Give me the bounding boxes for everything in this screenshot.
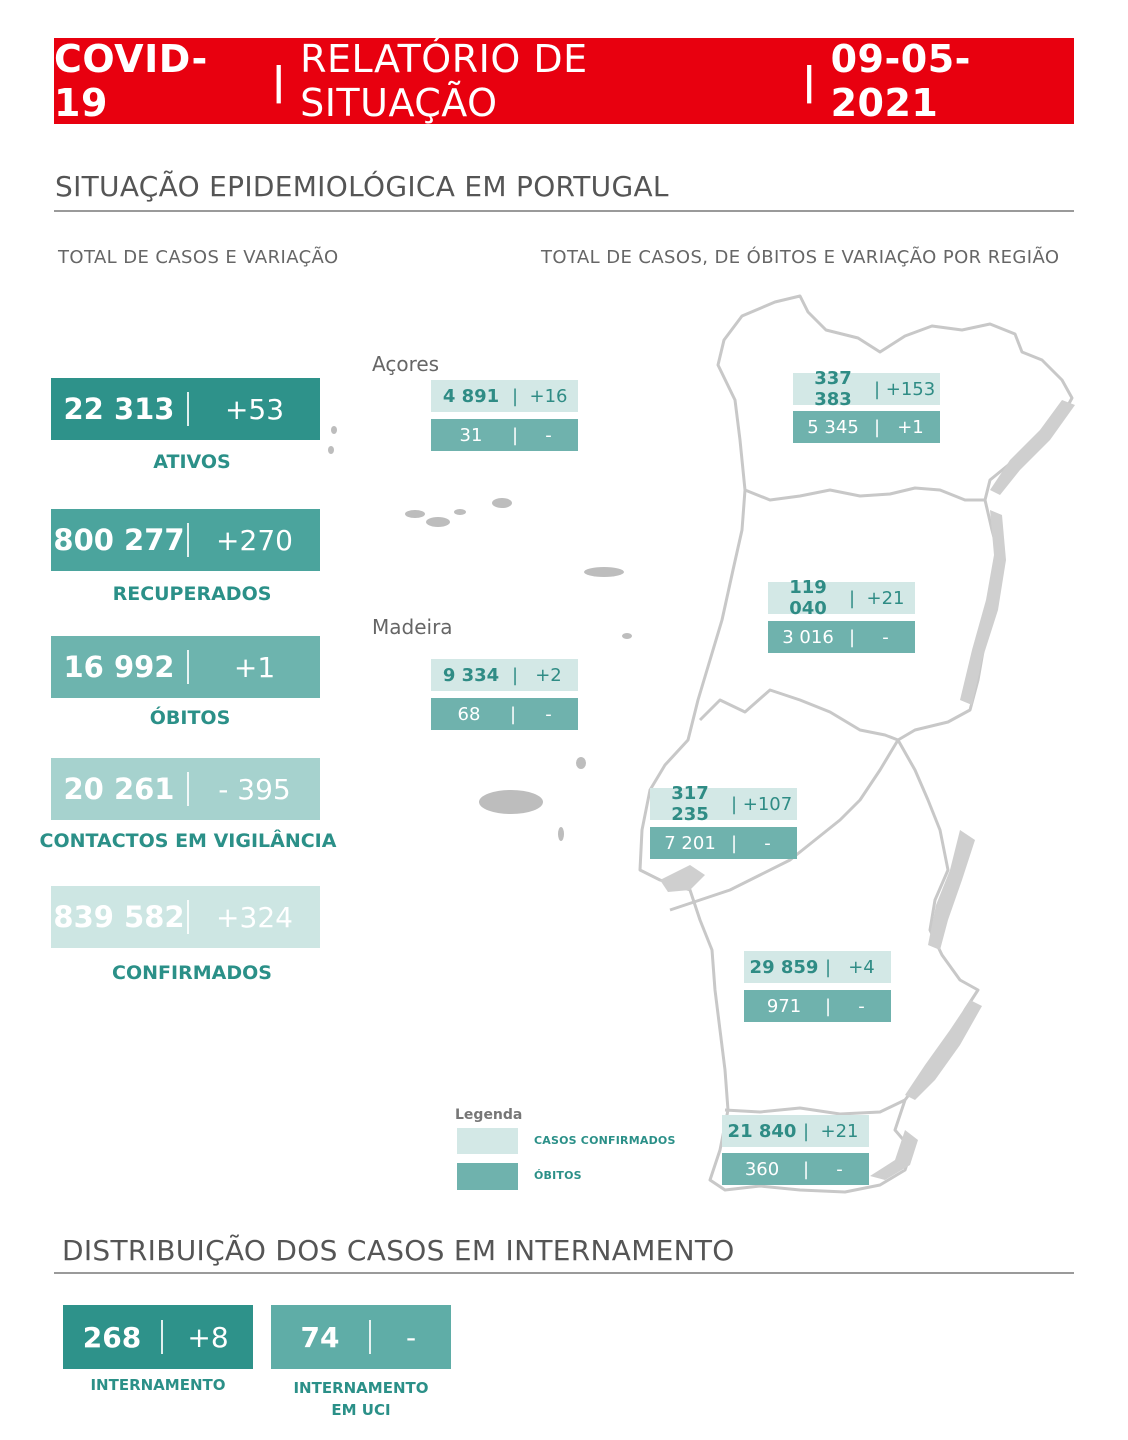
cases-separator: | xyxy=(824,956,832,978)
island-acores-2 xyxy=(328,446,334,454)
boundary-norte-centro xyxy=(745,488,985,500)
border-shade-north xyxy=(990,400,1075,495)
deaths-delta: - xyxy=(836,1158,843,1180)
hospital-delta: +8 xyxy=(187,1320,229,1354)
deaths-value: 68 xyxy=(457,703,481,725)
island-acores-5 xyxy=(454,509,466,515)
stat-delta: +53 xyxy=(224,392,285,426)
stat-value: 16 992 xyxy=(63,650,175,684)
header-title: COVID-19 xyxy=(54,37,208,125)
deaths-separator: | xyxy=(848,626,856,648)
deaths-separator: | xyxy=(509,703,517,725)
hospital-value: 268 xyxy=(82,1320,142,1354)
subtitle-by-region: TOTAL DE CASOS, DE ÓBITOS E VARIAÇÃO POR REGIÃO xyxy=(541,247,1060,268)
legend-title: Legenda xyxy=(455,1107,523,1123)
header-report-name: RELATÓRIO DE SITUAÇÃO xyxy=(300,37,588,125)
island-acores-8 xyxy=(622,633,632,639)
cases-value: 4 891 xyxy=(442,385,500,407)
header-separator-2: | xyxy=(802,59,817,103)
border-shade-algarve xyxy=(870,1130,918,1180)
region-algarve-cases xyxy=(722,1115,869,1147)
hospital-box-uci xyxy=(271,1305,451,1369)
deaths-delta: +1 xyxy=(897,416,924,438)
stat-label-confirmados: CONFIRMADOS xyxy=(112,962,272,984)
deaths-separator: | xyxy=(511,424,519,446)
region-lvt-cases xyxy=(650,783,797,825)
section-divider-hospital xyxy=(54,1272,1074,1274)
region-algarve-deaths xyxy=(722,1153,869,1185)
island-acores-4 xyxy=(426,517,450,527)
cases-separator: | xyxy=(511,385,519,407)
region-madeira-cases xyxy=(431,659,578,691)
cases-value: 21 840 xyxy=(727,1120,797,1142)
stat-value: 20 261 xyxy=(63,772,175,806)
cases-delta: +21 xyxy=(866,587,905,609)
label-acores: Açores xyxy=(372,352,440,376)
stat-value: 800 277 xyxy=(53,523,185,557)
island-madeira-3 xyxy=(558,827,564,841)
region-centro-deaths xyxy=(768,621,915,653)
cases-delta: +16 xyxy=(529,385,568,407)
stat-value: 839 582 xyxy=(53,900,185,934)
section-title-hospital: DISTRIBUIÇÃO DOS CASOS EM INTERNAMENTO xyxy=(62,1234,735,1267)
stat-label-ativos: ATIVOS xyxy=(153,451,231,473)
deaths-value: 971 xyxy=(766,995,802,1017)
hospital-delta: - xyxy=(405,1320,417,1354)
deaths-value: 5 345 xyxy=(807,416,859,438)
deaths-separator: | xyxy=(802,1158,810,1180)
hospital-divider xyxy=(369,1320,371,1354)
boundary-lvt-alentejo xyxy=(670,740,898,910)
deaths-value: 3 016 xyxy=(782,626,834,648)
cases-delta: +21 xyxy=(820,1120,859,1142)
island-madeira-1 xyxy=(479,790,543,814)
hospital-label-line1: INTERNAMENTO xyxy=(90,1376,226,1394)
stat-delta: - 395 xyxy=(218,772,291,806)
legend-label-deaths: ÓBITOS xyxy=(534,1169,582,1182)
island-acores-1 xyxy=(331,426,337,434)
cases-delta: +4 xyxy=(848,956,875,978)
label-madeira: Madeira xyxy=(372,615,453,639)
deaths-separator: | xyxy=(824,995,832,1017)
hospital-divider xyxy=(161,1320,163,1354)
cases-separator: | xyxy=(873,378,881,400)
cases-separator: | xyxy=(511,664,519,686)
region-lvt-deaths xyxy=(650,827,797,859)
deaths-delta: - xyxy=(764,832,771,854)
cases-value: 29 859 xyxy=(749,956,819,978)
cases-separator: | xyxy=(802,1120,810,1142)
deaths-value: 360 xyxy=(744,1158,780,1180)
region-alentejo-deaths xyxy=(744,990,891,1022)
region-madeira-deaths xyxy=(431,698,578,730)
hospital-label-line1: INTERNAMENTO xyxy=(293,1379,429,1397)
legend-label-cases: CASOS CONFIRMADOS xyxy=(534,1134,676,1147)
cases-value: 9 334 xyxy=(442,664,500,686)
island-madeira-2 xyxy=(576,757,586,769)
estuary-shade xyxy=(660,865,705,892)
cases-separator: | xyxy=(848,587,856,609)
island-acores-7 xyxy=(584,567,624,577)
deaths-separator: | xyxy=(730,832,738,854)
deaths-separator: | xyxy=(873,416,881,438)
cases-separator: | xyxy=(730,793,738,815)
cases-value: 119 040 xyxy=(789,577,827,619)
cases-delta: +153 xyxy=(885,378,936,400)
region-acores-cases xyxy=(431,380,578,412)
region-norte-cases xyxy=(793,368,940,410)
deaths-delta: - xyxy=(882,626,889,648)
deaths-value: 7 201 xyxy=(664,832,716,854)
region-alentejo-cases xyxy=(744,951,891,983)
stat-label-recuperados: RECUPERADOS xyxy=(112,583,272,605)
deaths-delta: - xyxy=(545,703,552,725)
stat-label-obitos: ÓBITOS xyxy=(149,707,231,729)
header-date: 09-05-2021 xyxy=(830,37,971,125)
hospital-value: 74 xyxy=(300,1320,340,1354)
stat-label-contactos: CONTACTOS EM VIGILÂNCIA xyxy=(39,830,337,852)
stat-delta: +1 xyxy=(233,650,276,684)
border-shade-centro xyxy=(960,510,1006,705)
deaths-value: 31 xyxy=(459,424,483,446)
region-acores-deaths xyxy=(431,419,578,451)
region-norte-deaths xyxy=(793,411,940,443)
stat-delta: +270 xyxy=(216,523,293,557)
border-shade-alentejo-south xyxy=(905,1000,982,1100)
boundary-centro-lvt xyxy=(700,690,898,740)
hospital-label-line2: EM UCI xyxy=(331,1401,391,1419)
stat-value: 22 313 xyxy=(63,392,175,426)
section-title-epidemiology: SITUAÇÃO EPIDEMIOLÓGICA EM PORTUGAL xyxy=(55,170,669,203)
legend-swatch-deaths xyxy=(457,1163,518,1190)
cases-value: 337 383 xyxy=(814,368,852,410)
cases-delta: +2 xyxy=(535,664,562,686)
island-acores-6 xyxy=(492,498,512,508)
deaths-delta: - xyxy=(858,995,865,1017)
cases-value: 317 235 xyxy=(671,783,709,825)
subtitle-total-cases: TOTAL DE CASOS E VARIAÇÃO xyxy=(58,247,339,268)
header-separator-1: | xyxy=(271,59,287,103)
deaths-delta: - xyxy=(545,424,552,446)
island-acores-3 xyxy=(405,510,425,518)
region-centro-cases xyxy=(768,577,915,619)
cases-delta: +107 xyxy=(742,793,793,815)
boundary-alentejo-algarve xyxy=(725,1100,905,1114)
stat-delta: +324 xyxy=(216,900,293,934)
hospital-label-internamento xyxy=(63,1374,253,1396)
legend-swatch-cases xyxy=(457,1128,518,1154)
hospital-label-uci xyxy=(271,1377,451,1421)
hospital-box-internamento xyxy=(63,1305,253,1369)
border-shade-alentejo xyxy=(928,830,975,950)
